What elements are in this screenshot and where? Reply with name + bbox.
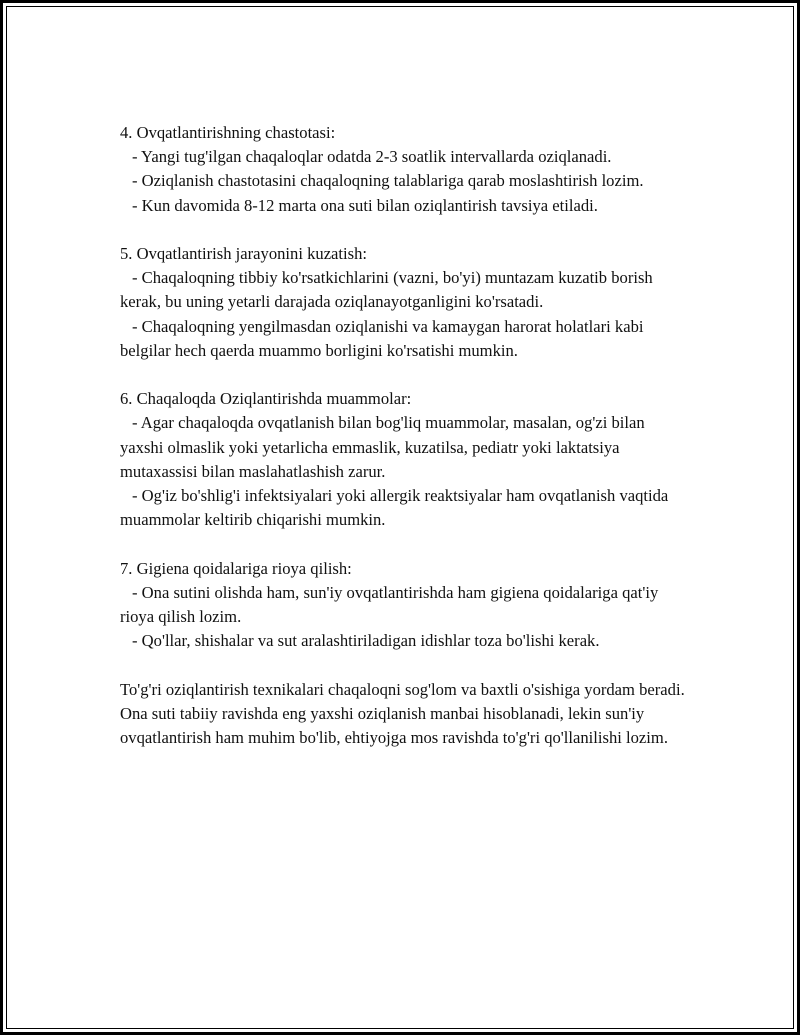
section-hygiene-rules — [120, 557, 690, 654]
bullet-item: - Chaqaloqning tibbiy ko'rsatkichlarini (vazni, bo'yi) muntazam kuzatib borish kerak, bu uning yetarli darajada oziqlanayotganligini ko'rsatadi. — [120, 268, 653, 312]
section-heading: 5. Ovqatlantirish jarayonini kuzatish: — [120, 244, 368, 263]
bullet-item: - Og'iz bo'shlig'i infektsiyalari yoki allergik reaktsiyalar ham ovqatlanish vaqtida muammolar keltirib chiqarishi mumkin. — [120, 486, 669, 530]
bullet-item: - Agar chaqaloqda ovqatlanish bilan bog'liq muammolar, masalan, og'zi bilan yaxshi olmaslik yoki yetarlicha emmaslik, kuzatilsa, pediatr yoki laktatsiya mutaxassisi bilan maslahatlashish zarur. — [120, 413, 645, 481]
closing-paragraph: To'g'ri oziqlantirish texnikalari chaqaloqni sog'lom va baxtli o'sishiga yordam beradi. Ona suti tabiiy ravishda eng yaxshi oziqlanish manbai hisoblanadi, lekin sun'iy ovqatlantirish ham muhim bo'lib, ehtiyojga mos ravishda to'g'ri qo'llanilishi lozim. — [120, 679, 685, 748]
bullet-item: - Kun davomida 8-12 marta ona suti bilan oziqlantirish tavsiya etiladi. — [132, 195, 598, 215]
section-heading: 6. Chaqaloqda Oziqlantirishda muammolar: — [120, 389, 412, 409]
section-heading: 4. Ovqatlantirishning chastotasi: — [120, 123, 336, 142]
document-body — [120, 121, 690, 750]
section-heading: 7. Gigiena qoidalariga rioya qilish: — [120, 558, 352, 578]
section-feeding-problems — [120, 387, 690, 532]
bullet-item: - Chaqaloqning yengilmasdan oziqlanishi va kamaygan harorat holatlari kabi belgilar hech qaerda muammo borligini ko'rsatishi mumkin. — [120, 316, 644, 360]
bullet-item: - Oziqlanish chastotasini chaqaloqning talablariga qarab moslashtirish lozim. — [132, 171, 644, 191]
bullet-item: - Yangi tug'ilgan chaqaloqlar odatda 2-3 soatlik intervallarda oziqlanadi. — [132, 147, 612, 167]
bullet-item: - Qo'llar, shishalar va sut aralashtiriladigan idishlar toza bo'lishi kerak. — [132, 631, 600, 651]
section-feeding-frequency — [120, 121, 690, 218]
section-feeding-monitoring — [120, 242, 690, 363]
bullet-item: - Ona sutini olishda ham, sun'iy ovqatlantirishda ham gigiena qoidalariga qat'iy rioya qilish lozim. — [120, 582, 659, 627]
